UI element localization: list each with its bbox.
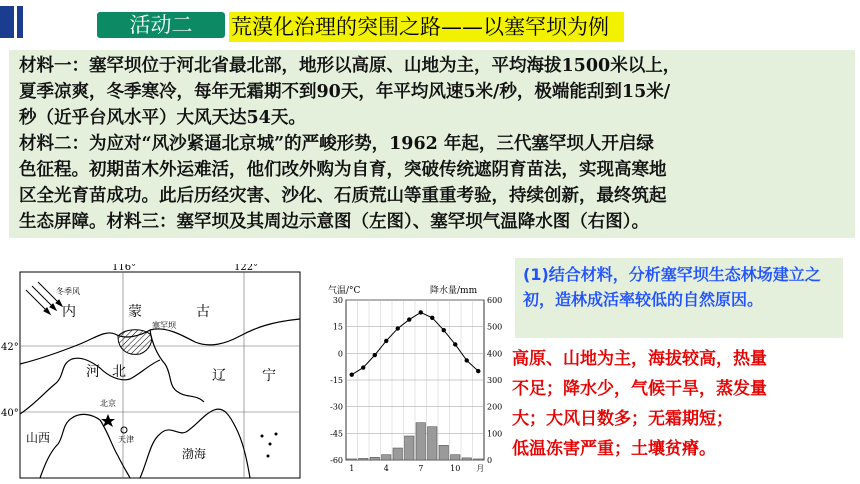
page-title: 荒漠化治理的突围之路——以塞罕坝为例	[229, 12, 624, 42]
temp-point	[407, 317, 411, 321]
climate-chart	[316, 282, 506, 482]
precip-tick-label: 100	[487, 429, 503, 439]
question-box	[515, 258, 843, 338]
answer-line: 不足；降水少，气候干旱，蒸发量	[512, 379, 767, 399]
precip-tick-label: 500	[487, 322, 503, 332]
precip-tick-label: 300	[487, 376, 503, 385]
question-text: (1)结合材料，分析塞罕坝生态林场建立之初，造林成活率较低的自然原因。	[523, 265, 821, 309]
precip-tick-label: 200	[487, 402, 503, 412]
month-tick-label: 7	[418, 464, 424, 473]
region-label: 蒙	[128, 304, 142, 320]
material-line: 材料二：为应对“风沙紧逼北京城”的严峻形势，1962 年起，三代塞罕坝人开启绿	[19, 134, 654, 154]
temp-point	[465, 358, 469, 362]
place-label-beijing: 北京	[100, 399, 116, 408]
temp-point	[350, 372, 354, 376]
temp-point	[361, 365, 365, 369]
header-accent-bar-thin	[17, 6, 23, 38]
precip-bar	[393, 448, 403, 460]
material-panel	[9, 50, 855, 238]
precip-bar	[428, 427, 438, 460]
lon-label: 122°	[234, 264, 259, 273]
precip-axis-title: 降水量/mm	[430, 286, 478, 296]
precip-tick-label: 400	[487, 349, 503, 359]
region-label: 渤海	[182, 447, 207, 461]
material-line: 生态屏障。材料三：塞罕坝及其周边示意图（左图）、塞罕坝气温降水图（右图）。	[19, 212, 649, 232]
temp-tick-label: -15	[330, 376, 343, 385]
lon-label: 116°	[112, 264, 137, 273]
precip-bar	[416, 423, 426, 460]
header-accent-bar	[0, 6, 14, 38]
region-label: 辽	[212, 368, 226, 384]
temp-point	[373, 353, 377, 357]
temp-point	[396, 326, 400, 330]
temp-tick-label: 15	[332, 322, 343, 332]
region-label: 宁	[262, 368, 276, 384]
temp-tick-label: -30	[330, 402, 343, 412]
month-tick-label: 1	[349, 464, 355, 473]
month-tick-label: 10	[450, 464, 461, 473]
temp-tick-label: -45	[330, 429, 343, 439]
answer-block	[512, 344, 848, 464]
temp-point	[430, 316, 434, 320]
month-unit-label: 月	[476, 464, 485, 473]
temp-tick-label: 30	[332, 296, 343, 305]
lat-label: 42°	[1, 342, 19, 353]
temp-tick-label: 0	[337, 349, 343, 359]
material-line: 色征程。初期苗木外运难活，他们改外购为自育，突破传统遮阴育苗法，实现高寒地	[19, 160, 667, 180]
material-line: 区全光育苗成功。此后历经灾害、沙化、石质荒山等重重考验，持续创新，最终筑起	[19, 186, 667, 206]
precip-bar	[347, 459, 357, 460]
precip-bar	[451, 455, 461, 460]
region-label: 古	[196, 304, 210, 320]
precip-bar	[370, 457, 380, 460]
answer-line: 大；大风日数多；无霜期短；	[512, 409, 733, 429]
answer-line: 低温冻害严重；土壤贫瘠。	[512, 439, 716, 459]
precip-bar	[382, 455, 392, 460]
precip-bar	[474, 459, 484, 460]
precip-bar	[405, 436, 415, 460]
month-tick-label: 4	[383, 464, 389, 473]
material-line: 夏季凉爽，冬季寒冷，每年无霜期不到90天，年平均风速5米/秒，极端能刮到15米/	[19, 82, 671, 102]
precip-tick-label: 600	[487, 296, 503, 305]
lat-label: 40°	[1, 408, 19, 419]
region-label: 内	[62, 304, 76, 320]
place-label-tianjin: 天津	[118, 435, 134, 444]
temp-point	[419, 310, 423, 314]
region-label: 河	[86, 364, 100, 380]
temp-point	[384, 339, 388, 343]
answer-line: 高原、山地为主，海拔较高，热量	[512, 349, 767, 369]
activity-tag: 活动二	[97, 12, 225, 38]
temp-tick-label: -60	[330, 456, 343, 465]
precip-bar	[462, 458, 472, 460]
material-line: 秒（近乎台风水平）大风天达54天。	[19, 108, 306, 128]
precip-bar	[359, 458, 369, 460]
precip-tick-label: 0	[487, 456, 493, 465]
temp-point	[453, 342, 457, 346]
region-label: 山西	[26, 431, 51, 445]
place-label-saihanba: 塞罕坝	[152, 321, 176, 330]
temp-point	[476, 369, 480, 373]
wind-label: 冬季风	[56, 287, 80, 296]
material-line: 材料一：塞罕坝位于河北省最北部，地形以高原、山地为主，平均海拔1500米以上，	[19, 56, 681, 76]
saihanba-map	[0, 264, 305, 482]
temp-axis-title: 气温/°C	[328, 286, 361, 296]
temp-point	[442, 328, 446, 332]
region-label: 北	[112, 364, 126, 380]
precip-bar	[439, 445, 449, 460]
